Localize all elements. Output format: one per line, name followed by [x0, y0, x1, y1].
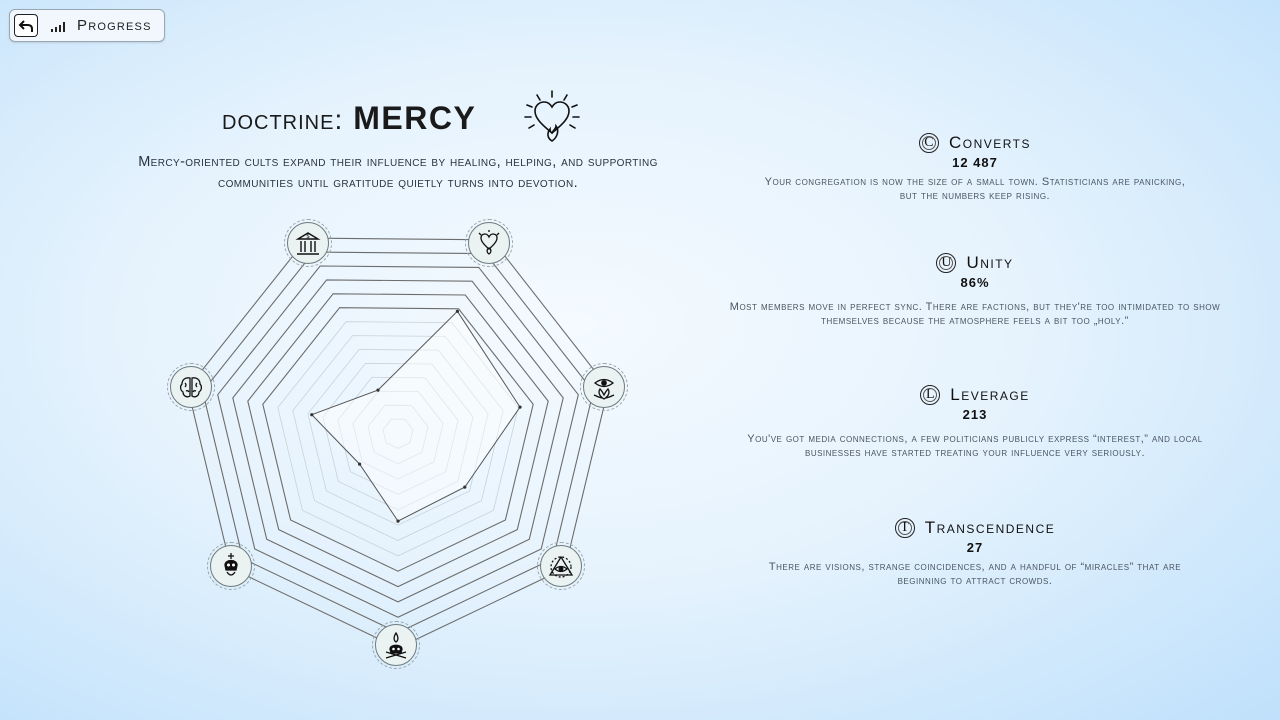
- stat-description: You've got media connections, a few politicians publicly express “interest,” and local businesses have started treating your influence very seriously.: [747, 433, 1203, 459]
- stat-value: 213: [962, 407, 988, 422]
- eye-triangle-icon: [547, 552, 575, 580]
- skull-flame-icon: [382, 631, 410, 659]
- stat-letter-badge: U: [936, 253, 956, 273]
- heart-flame-icon: [523, 89, 581, 151]
- radar-node-skull-flame[interactable]: [375, 624, 417, 666]
- radar-value-point: [463, 486, 466, 489]
- stat-leverage: [720, 385, 1230, 460]
- stat-value: 27: [966, 540, 984, 555]
- stat-description: Most members move in perfect sync. There are factions, but they're too intimidated to show themselves because the atmosphere feels a bit too „holy.”: [729, 301, 1221, 327]
- heart-flame-icon: [475, 229, 503, 257]
- stat-title: Transcendence: [924, 518, 1056, 537]
- progress-label[interactable]: Progress: [77, 17, 152, 34]
- stat-header: [720, 518, 1230, 538]
- radar-value-point: [310, 413, 313, 416]
- radar-node-brain[interactable]: [170, 366, 212, 408]
- stat-letter-badge: T: [895, 518, 915, 538]
- doctrine-prefix: doctrine:: [222, 104, 344, 135]
- radar-value-point: [396, 520, 399, 523]
- radar-node-skull-dagger[interactable]: [210, 545, 252, 587]
- stat-header: [720, 253, 1230, 273]
- stat-value: 86%: [960, 275, 990, 290]
- radar-chart: [140, 205, 640, 675]
- svg-text:$: $: [306, 233, 310, 240]
- brain-icon: [177, 373, 205, 401]
- doctrine-description: Mercy-oriented cults expand their influence by healing, helping, and supporting communities until gratitude quietly turns into devotion.: [138, 154, 658, 191]
- progress-toolbar: [9, 9, 165, 42]
- stat-converts: [720, 133, 1230, 203]
- stat-title: Converts: [948, 133, 1032, 152]
- stat-value: 12 487: [952, 155, 998, 170]
- stat-letter-badge: C: [919, 133, 939, 153]
- stat-header: [720, 133, 1230, 153]
- eye-lotus-icon: [590, 373, 618, 401]
- back-arrow-icon: [18, 19, 34, 33]
- stat-header: [720, 385, 1230, 405]
- stat-title: Unity: [966, 253, 1014, 272]
- radar-value-point: [376, 389, 379, 392]
- skull-dagger-icon: [217, 552, 245, 580]
- back-button[interactable]: [14, 14, 38, 37]
- value-polygon: [312, 311, 520, 521]
- stat-description: Your congregation is now the size of a small town. Statisticians are panicking, but the numbers keep rising.: [764, 176, 1186, 202]
- signal-icon: [51, 22, 65, 32]
- doctrine-name: MERCY: [353, 100, 477, 136]
- radar-value-point: [518, 406, 521, 409]
- radar-node-bank[interactable]: [287, 222, 329, 264]
- bank-icon: [293, 228, 323, 258]
- stat-description: There are visions, strange coincidences, and a handful of “miracles” that are beginning to attract crowds.: [768, 561, 1182, 587]
- stat-unity: [720, 253, 1230, 328]
- radar-value-point: [456, 310, 459, 313]
- radar-node-eye-triangle[interactable]: [540, 545, 582, 587]
- stat-letter-badge: L: [920, 385, 940, 405]
- radar-value-point: [358, 463, 361, 466]
- doctrine-title: [222, 100, 476, 137]
- radar-node-eye-lotus[interactable]: [583, 366, 625, 408]
- stat-transcendence: [720, 518, 1230, 588]
- radar-node-heart-flame[interactable]: [468, 222, 510, 264]
- stat-title: Leverage: [950, 385, 1030, 404]
